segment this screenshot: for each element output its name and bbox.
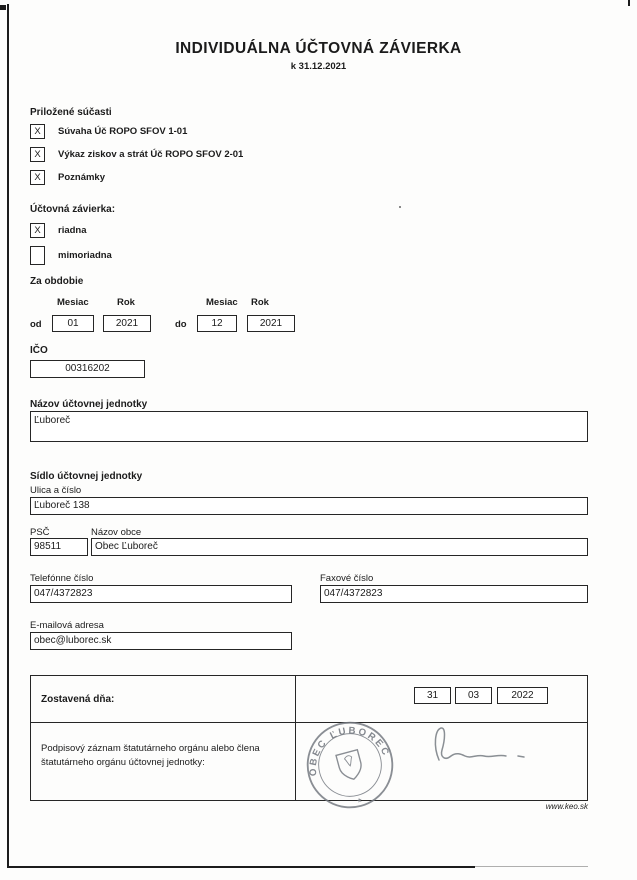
phone-field[interactable]: 047/4372823 (30, 585, 292, 603)
mimoriadna-checkbox[interactable] (30, 246, 45, 265)
compiled-year-field[interactable]: 2022 (497, 687, 548, 704)
scan-edge-left (7, 4, 9, 866)
fax-label: Faxové číslo (320, 573, 374, 584)
form-subtitle: k 31.12.2021 (290, 61, 347, 72)
compiled-date-label: Zostavená dňa: (41, 694, 115, 705)
stamp-crest-icon (344, 755, 354, 767)
statement-type-heading: Účtovná závierka: (30, 204, 116, 215)
attachment-row-vykaz (30, 147, 243, 162)
scan-edge-bottom-faint (475, 866, 588, 867)
period-heading: Za obdobie (30, 276, 84, 287)
poznamky-label: Poznámky (58, 172, 105, 183)
town-label: Názov obce (91, 527, 142, 538)
email-field[interactable]: obec@luborec.sk (30, 632, 292, 650)
psc-label: PSČ (30, 527, 50, 538)
from-year-field[interactable]: 2021 (103, 315, 151, 332)
from-year-header: Rok (117, 297, 135, 308)
scan-edge-bottom (7, 866, 475, 868)
compiled-day-field[interactable]: 31 (414, 687, 451, 704)
attachments-heading: Priložené súčasti (30, 107, 112, 118)
vykaz-checkbox[interactable]: X (30, 147, 45, 162)
town-field[interactable]: Obec Ľuboreč (91, 538, 588, 556)
vykaz-label: Výkaz ziskov a strát Úč ROPO SFOV 2-01 (58, 149, 244, 160)
email-label: E-mailová adresa (30, 620, 104, 631)
riadna-checkbox[interactable]: X (30, 223, 45, 238)
stamp-star-icon: ★ (355, 796, 364, 806)
form-title: INDIVIDUÁLNA ÚČTOVNÁ ZÁVIERKA (175, 40, 462, 57)
mimoriadna-label: mimoriadna (58, 250, 112, 261)
entity-name-field[interactable]: Ľuboreč (30, 411, 588, 442)
scan-corner-mark (0, 5, 6, 10)
statement-row-riadna (30, 223, 87, 238)
suvaha-label: Súvaha Úč ROPO SFOV 1-01 (58, 126, 188, 137)
signature-dash (518, 756, 524, 757)
ico-field[interactable]: 00316202 (30, 360, 145, 378)
street-label: Ulica a číslo (30, 485, 82, 496)
from-month-field[interactable]: 01 (52, 315, 94, 332)
street-field[interactable]: Ľuboreč 138 (30, 497, 588, 515)
handwritten-signature (421, 718, 551, 773)
phone-label: Telefónne číslo (30, 573, 94, 584)
fax-field[interactable]: 047/4372823 (320, 585, 588, 603)
to-month-header: Mesiac (206, 297, 238, 308)
attachment-row-poznamky (30, 170, 105, 185)
suvaha-checkbox[interactable]: X (30, 124, 45, 139)
entity-name-label: Názov účtovnej jednotky (30, 399, 148, 410)
signature-table (30, 675, 588, 806)
statement-row-mimoriadna (30, 246, 112, 265)
signature-statement-label: Podpisový záznam štatutárneho orgánu alebo člena štatutárneho orgánu účtovnej jednotky: (41, 743, 260, 768)
compiled-month-field[interactable]: 03 (455, 687, 492, 704)
poznamky-checkbox[interactable]: X (30, 170, 45, 185)
riadna-label: riadna (58, 225, 87, 236)
to-year-header: Rok (251, 297, 269, 308)
attachment-row-suvaha (30, 124, 187, 139)
scan-speck (399, 206, 401, 208)
to-month-field[interactable]: 12 (197, 315, 237, 332)
from-month-header: Mesiac (57, 297, 89, 308)
stamp-text: OBEC ĽUBOREČ (307, 725, 392, 777)
to-label: do (175, 319, 187, 330)
scan-corner-mark-right (628, 0, 630, 6)
from-label: od (30, 319, 42, 330)
ico-label: IČO (30, 345, 48, 356)
psc-field[interactable]: 98511 (30, 538, 88, 556)
to-year-field[interactable]: 2021 (247, 315, 295, 332)
signature-stroke (435, 728, 506, 760)
keo-link: www.keo.sk (545, 802, 588, 811)
address-heading: Sídlo účtovnej jednotky (30, 471, 143, 482)
municipal-stamp-icon (294, 709, 407, 822)
